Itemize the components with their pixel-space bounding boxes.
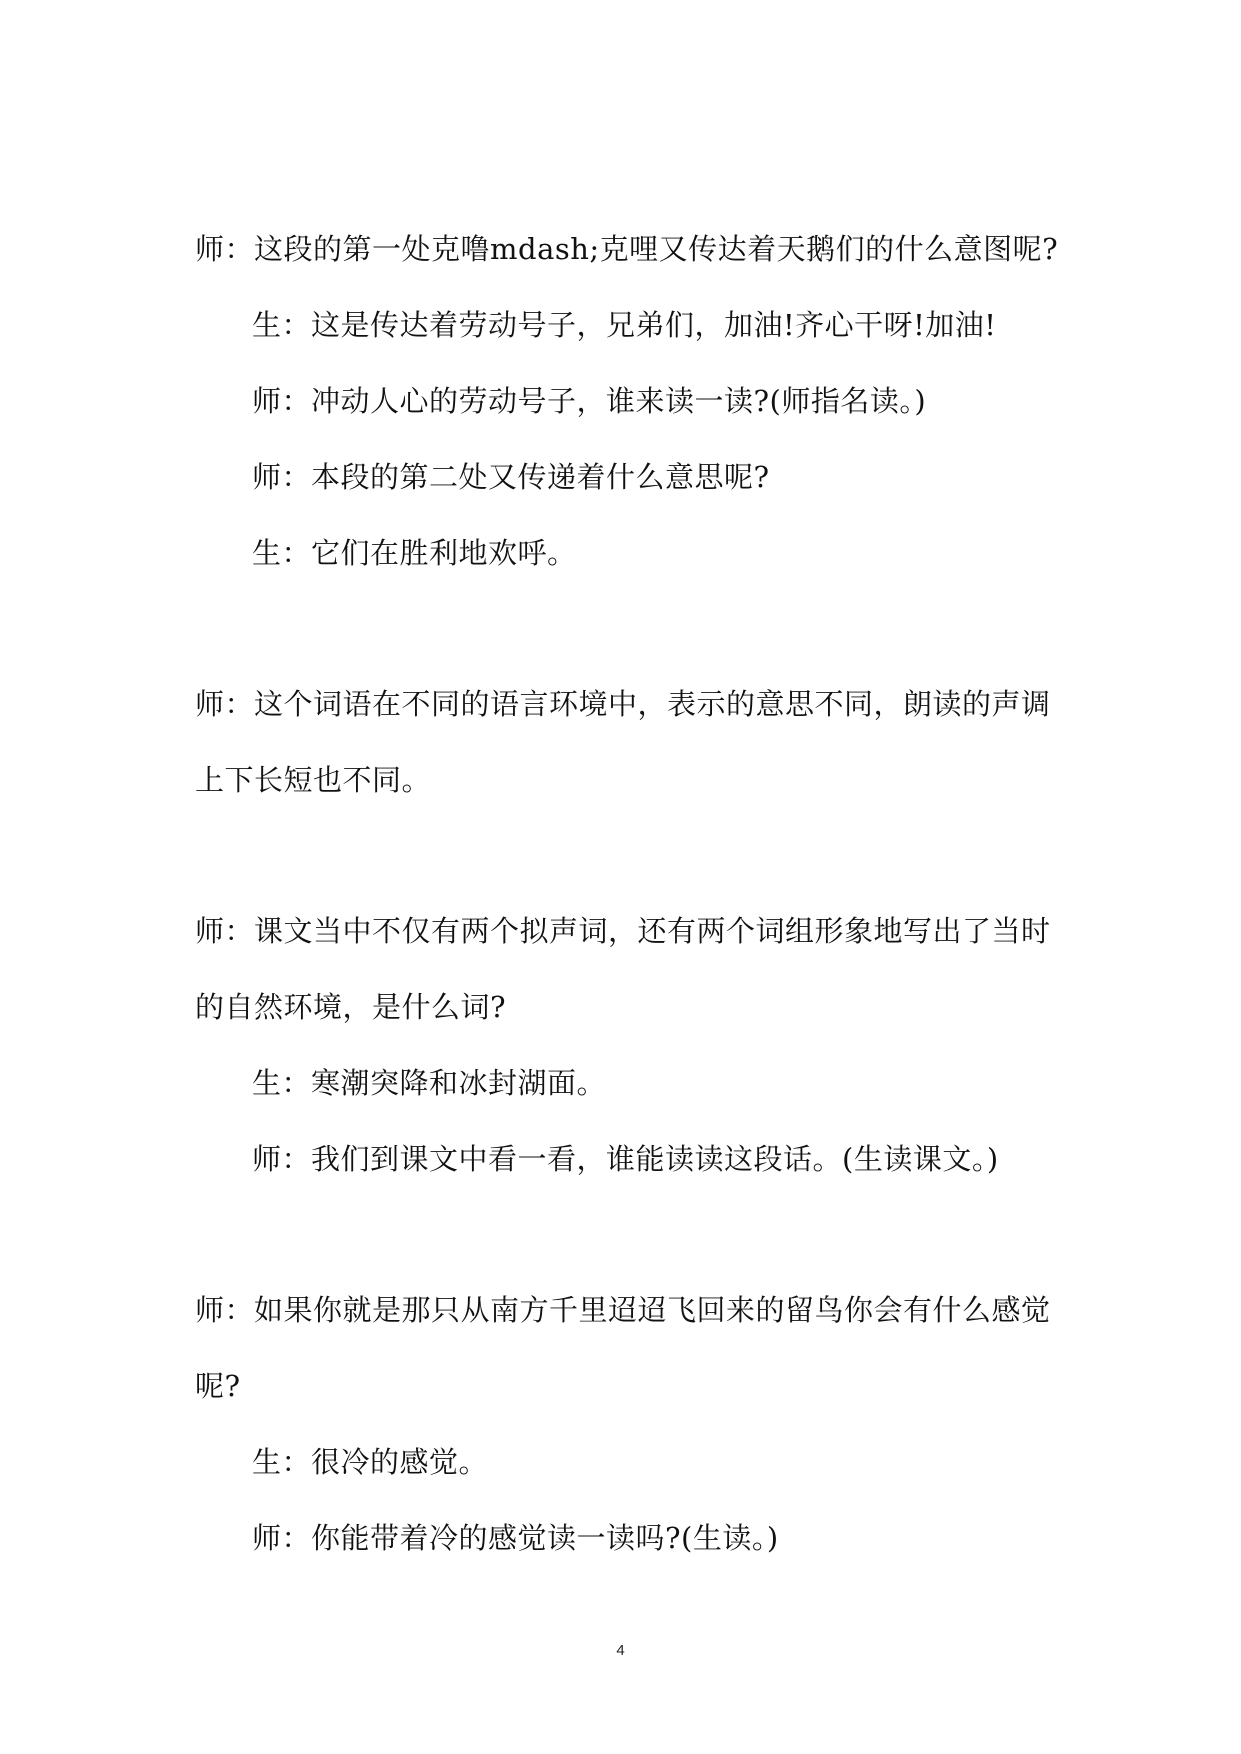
page-number: 4 bbox=[616, 1642, 625, 1659]
dialogue-line-teacher: 师：如果你就是那只从南方千里迢迢飞回来的留鸟你会有什么感觉 bbox=[195, 1293, 1051, 1327]
dialogue-line-teacher: 师：课文当中不仅有两个拟声词，还有两个词组形象地写出了当时 bbox=[195, 914, 1051, 948]
dialogue-line-student: 生：很冷的感觉。 bbox=[252, 1445, 489, 1479]
dialogue-line-student: 生：寒潮突降和冰封湖面。 bbox=[252, 1066, 607, 1100]
dialogue-line-continuation: 的自然环境，是什么词? bbox=[195, 990, 507, 1024]
dialogue-line-continuation: 上下长短也不同。 bbox=[195, 763, 432, 797]
dialogue-line-teacher: 师：冲动人心的劳动号子，谁来读一读?(师指名读。) bbox=[252, 384, 927, 418]
dialogue-line-student: 生：这是传达着劳动号子，兄弟们，加油!齐心干呀!加油! bbox=[252, 308, 997, 342]
dialogue-line-teacher: 师：这段的第一处克噜mdash;克哩又传达着天鹅们的什么意图呢? bbox=[195, 232, 1059, 266]
dialogue-line-teacher: 师：我们到课文中看一看，谁能读读这段话。(生读课文。) bbox=[252, 1142, 999, 1176]
dialogue-line-student: 生：它们在胜利地欢呼。 bbox=[252, 536, 577, 570]
dialogue-line-teacher: 师：本段的第二处又传递着什么意思呢? bbox=[252, 460, 770, 494]
dialogue-line-teacher: 师：你能带着冷的感觉读一读吗?(生读。) bbox=[252, 1521, 779, 1555]
dialogue-line-teacher: 师：这个词语在不同的语言环境中，表示的意思不同，朗读的声调 bbox=[195, 687, 1051, 721]
dialogue-line-continuation: 呢? bbox=[195, 1369, 241, 1403]
